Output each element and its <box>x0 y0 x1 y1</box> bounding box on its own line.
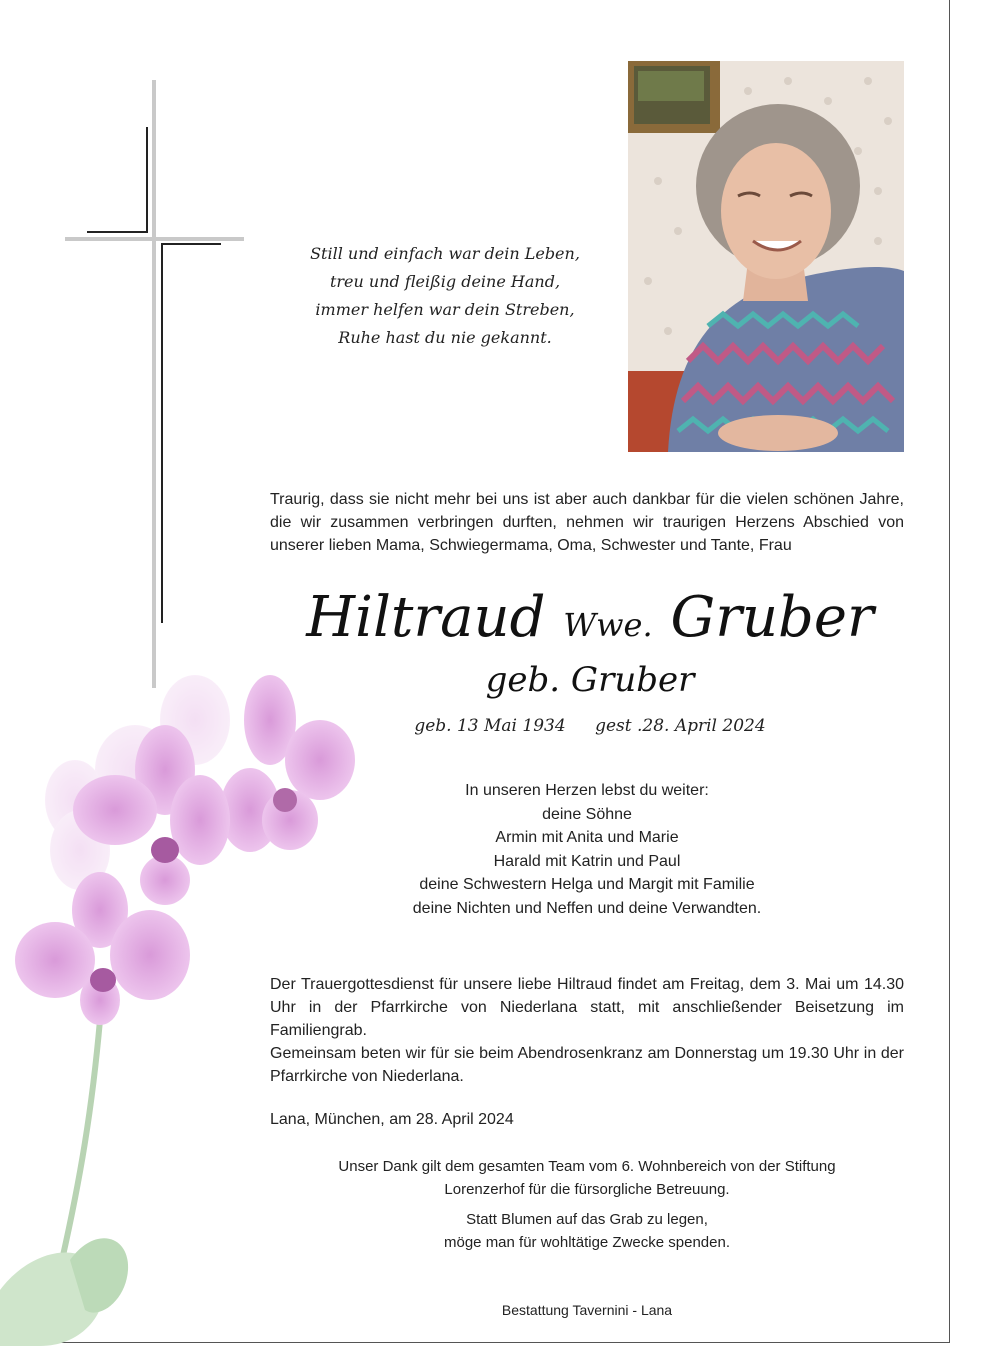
intro-paragraph: Traurig, dass sie nicht mehr bei uns ist aber auch dankbar für die vielen schönen Jahre, die wir zusammen verbringen durften, nehmen wir traurigen Herzens Abschied von unserer lieben Mama, Schwiegermama, Oma, Schwester und Tante, Frau <box>270 491 904 554</box>
thanks-note <box>270 1156 904 1201</box>
place-date: Lana, München, am 28. April 2024 <box>270 1111 514 1128</box>
thanks-line: Lorenzerhof für die fürsorgliche Betreuung. <box>444 1180 730 1198</box>
family-line: Armin mit Anita und Marie <box>495 829 679 846</box>
family-line: deine Söhne <box>542 805 632 823</box>
cross-vertical-beam <box>152 80 156 688</box>
widow-title: Wwe. <box>563 606 653 644</box>
poem-line: Ruhe hast du nie gekannt. <box>338 328 552 347</box>
family-line: deine Nichten und Neffen und deine Verwandten. <box>412 899 762 917</box>
flowers-note <box>270 1209 904 1254</box>
deceased-name <box>260 585 920 650</box>
flowers-line: Statt Blumen auf das Grab zu legen, <box>466 1211 708 1228</box>
poem <box>300 240 590 352</box>
cross-horizontal-beam <box>65 237 244 241</box>
birth-date: geb. 13 Mai 1934 <box>414 716 566 736</box>
thanks-line: Unser Dank gilt dem gesamten Team vom 6. Wohnbereich von der Stiftung <box>338 1158 836 1175</box>
portrait-photo <box>628 61 904 452</box>
poem-line: Still und einfach war dein Leben, <box>310 244 580 263</box>
flowers-line: möge man für wohltätige Zwecke spenden. <box>444 1233 730 1251</box>
cross-accent-line <box>146 127 148 233</box>
service-info <box>270 973 904 1088</box>
cross-accent-line <box>161 243 221 245</box>
birth-name: geb. Gruber <box>485 660 695 700</box>
undertaker-name: Bestattung Tavernini - Lana <box>501 1302 673 1318</box>
poem-line: treu und fleißig deine Hand, <box>329 272 561 291</box>
cross-accent-line <box>87 231 148 233</box>
life-dates <box>260 716 920 736</box>
rosary-text: Gemeinsam beten wir für sie beim Abendrosenkranz am Donnerstag um 19.30 Uhr in der Pfarrkirche von Niederlana. <box>270 1045 904 1085</box>
family-line: In unseren Herzen lebst du weiter: <box>465 782 709 799</box>
family-line: Harald mit Katrin und Paul <box>493 852 681 870</box>
cross-accent-line <box>161 243 163 623</box>
family-list <box>270 779 904 920</box>
first-name: Hiltraud <box>306 585 546 650</box>
funeral-service-text: Der Trauergottesdienst für unsere liebe Hiltraud findet am Freitag, dem 3. Mai um 14.30 Uhr in der Pfarrkirche von Niederlana statt, mit anschließender Beisetzung im Familiengrab. <box>270 976 904 1039</box>
family-line: deine Schwestern Helga und Margit mit Familie <box>419 876 755 893</box>
last-name: Gruber <box>670 585 874 650</box>
death-date: gest .28. April 2024 <box>595 716 766 736</box>
poem-line: immer helfen war dein Streben, <box>315 300 575 319</box>
